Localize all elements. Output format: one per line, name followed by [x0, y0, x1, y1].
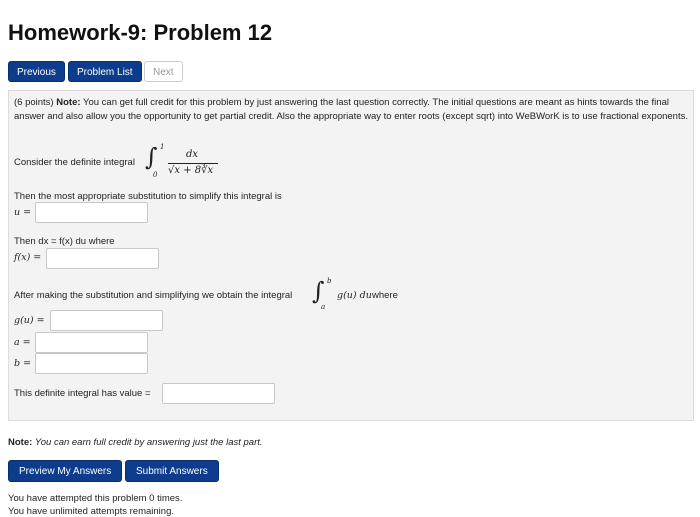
integral-sign-icon: ∫	[145, 143, 158, 171]
where-text: where	[372, 290, 398, 301]
integral2-lower: a	[321, 303, 326, 311]
substitution-text: Then the most appropriate substitution to simplify this integral is	[14, 191, 282, 202]
integral-sign-2-icon: ∫	[312, 277, 325, 305]
u-label: u =	[14, 207, 32, 218]
integrand-numerator: dx	[186, 149, 199, 160]
b-label: b =	[14, 358, 32, 369]
integrand-g: g(u) du	[337, 290, 372, 301]
note-label: Note:	[56, 97, 81, 108]
integral2-upper: b	[327, 277, 332, 285]
value-text: This definite integral has value =	[14, 388, 151, 399]
problem-intro	[14, 96, 690, 124]
u-input[interactable]	[35, 202, 148, 223]
next-button[interactable]: Next	[144, 61, 183, 82]
note-text: You can get full credit for this problem by just answering the last question correctly. The initial questions are meant as hints towards the final answer and also allow you the opportunity to get partial credit. Also the appropriate way to enter roots (except sqrt) into WeBWorK is to use fractional exponents.	[14, 97, 688, 122]
integrand-denominator: √x + 8∛x	[168, 165, 214, 176]
points-label: (6 points)	[14, 97, 54, 108]
preview-answers-button[interactable]: Preview My Answers	[8, 460, 122, 482]
a-label: a =	[14, 337, 31, 348]
b-input[interactable]	[35, 353, 148, 374]
attempts-status: You have attempted this problem 0 times.	[8, 493, 183, 504]
gu-input[interactable]	[50, 310, 163, 331]
problem-list-button[interactable]: Problem List	[68, 61, 142, 82]
page-title: Homework-9: Problem 12	[8, 20, 273, 45]
dx-text: Then dx = f(x) du where	[14, 236, 115, 247]
fx-input[interactable]	[46, 248, 159, 269]
footer-note-label: Note:	[8, 437, 33, 448]
integral-upper: 1	[160, 143, 165, 151]
consider-text: Consider the definite integral	[14, 157, 135, 168]
value-input[interactable]	[162, 383, 275, 404]
footer-note-text: You can earn full credit by answering just the last part.	[34, 437, 263, 448]
fraction-bar	[168, 163, 218, 164]
submit-answers-button[interactable]: Submit Answers	[125, 460, 219, 482]
after-text: After making the substitution and simplifying we obtain the integral	[14, 290, 293, 301]
unlimited-status: You have unlimited attempts remaining.	[8, 506, 174, 517]
fx-label: f(x) =	[14, 252, 42, 263]
integral-lower: 0	[153, 171, 158, 179]
footer-note	[8, 437, 263, 448]
previous-button[interactable]: Previous	[8, 61, 65, 82]
a-input[interactable]	[35, 332, 148, 353]
gu-label: g(u) =	[14, 315, 45, 326]
